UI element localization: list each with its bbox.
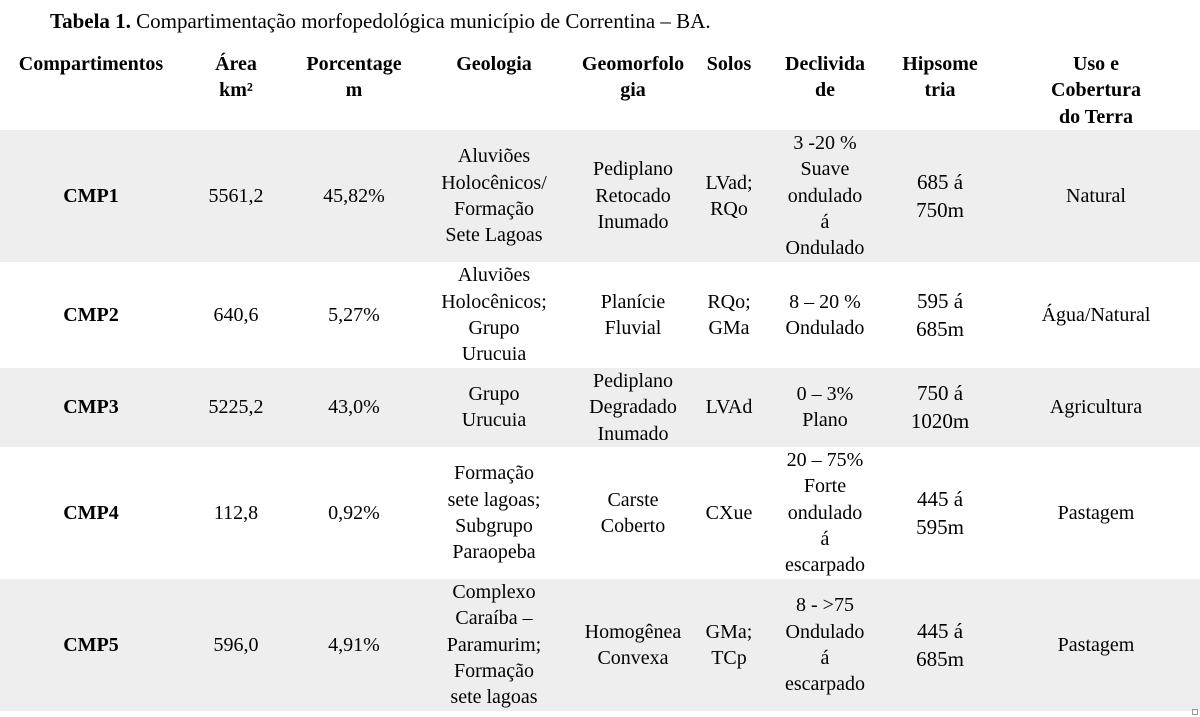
cell-geologia: Formação sete lagoas; Subgrupo Paraopeba — [447, 462, 541, 564]
cell-uso-cobertura: Água/Natural — [1041, 303, 1151, 326]
cell-geomorfologia: Planície Fluvial — [600, 290, 666, 339]
cell-area: 5225,2 — [182, 368, 290, 447]
cell-hipsometria: 595 á 685m — [916, 288, 964, 341]
header-hipsometria: Hipsome tria — [902, 53, 978, 102]
header-geomorfologia: Geomorfolo gia — [581, 53, 685, 102]
cell-solos: RQo; GMa — [707, 290, 751, 339]
table-caption-text: Compartimentação morfopedológica município de Correntina – BA. — [130, 9, 711, 33]
header-geologia: Geologia — [456, 53, 532, 75]
header-declividade: Declivida de — [785, 53, 865, 102]
cell-compartimento: CMP1 — [0, 130, 182, 262]
header-compartimentos: Compartimentos — [18, 53, 164, 75]
cell-declividade: 8 – 20 % Ondulado — [785, 290, 865, 339]
cell-geomorfologia: Carste Coberto — [600, 488, 666, 537]
header-area: Área km² — [215, 53, 257, 102]
cell-uso-cobertura: Pastagem — [992, 579, 1200, 711]
cell-compartimento: CMP4 — [63, 501, 119, 524]
cell-porcentagem: 5,27% — [328, 303, 380, 326]
cell-hipsometria: 445 á 595m — [916, 486, 964, 539]
cell-area: 596,0 — [182, 579, 290, 711]
cell-geologia: Complexo Caraíba – Paramurim; Formação sete lagoas — [418, 579, 570, 711]
cell-porcentagem: 4,91% — [290, 579, 418, 711]
cell-geologia: Grupo Urucuia — [418, 368, 570, 447]
cell-solos: GMa; TCp — [696, 579, 762, 711]
cell-hipsometria: 750 á 1020m — [888, 368, 992, 447]
cell-compartimento: CMP2 — [63, 303, 119, 326]
cell-porcentagem: 43,0% — [290, 368, 418, 447]
table-row — [0, 447, 1200, 579]
cell-compartimento: CMP3 — [0, 368, 182, 447]
cell-declividade: 0 – 3% Plano — [762, 368, 888, 447]
cell-area: 112,8 — [213, 501, 259, 524]
header-solos: Solos — [706, 53, 752, 75]
cell-area: 640,6 — [213, 303, 259, 326]
cell-hipsometria: 685 á 750m — [888, 130, 992, 262]
cell-solos: CXue — [705, 501, 753, 524]
cell-declividade: 20 – 75% Forte ondulado á escarpado — [785, 449, 865, 577]
cell-geomorfologia: Pediplano Degradado Inumado — [570, 368, 696, 447]
cell-uso-cobertura: Pastagem — [1057, 501, 1135, 524]
table-row — [0, 579, 1200, 711]
table-row — [0, 262, 1200, 368]
table-caption-label: Tabela 1. — [50, 9, 131, 33]
table-row — [0, 368, 1200, 447]
cell-uso-cobertura: Natural — [992, 130, 1200, 262]
cell-geologia: Aluviões Holocênicos; Grupo Urucuia — [441, 264, 547, 366]
morphopedological-table — [0, 45, 1200, 711]
cell-declividade: 8 - >75 Ondulado á escarpado — [762, 579, 888, 711]
table-row — [0, 130, 1200, 262]
cell-geomorfologia: Pediplano Retocado Inumado — [570, 130, 696, 262]
cell-solos: LVAd — [696, 368, 762, 447]
header-uso-cobertura: Uso e Cobertura do Terra — [1051, 53, 1141, 128]
header-row — [0, 45, 1200, 130]
end-of-cell-marker — [1192, 709, 1198, 715]
cell-hipsometria: 445 á 685m — [888, 579, 992, 711]
header-porcentagem: Porcentage m — [306, 53, 402, 102]
cell-solos: LVad; RQo — [696, 130, 762, 262]
cell-declividade: 3 -20 % Suave ondulado á Ondulado — [762, 130, 888, 262]
cell-uso-cobertura: Agricultura — [992, 368, 1200, 447]
table-caption — [50, 9, 711, 34]
cell-compartimento: CMP5 — [0, 579, 182, 711]
cell-porcentagem: 45,82% — [290, 130, 418, 262]
cell-geologia: Aluviões Holocênicos/ Formação Sete Lagoas — [418, 130, 570, 262]
cell-area: 5561,2 — [182, 130, 290, 262]
cell-porcentagem: 0,92% — [328, 501, 380, 524]
cell-geomorfologia: Homogênea Convexa — [570, 579, 696, 711]
